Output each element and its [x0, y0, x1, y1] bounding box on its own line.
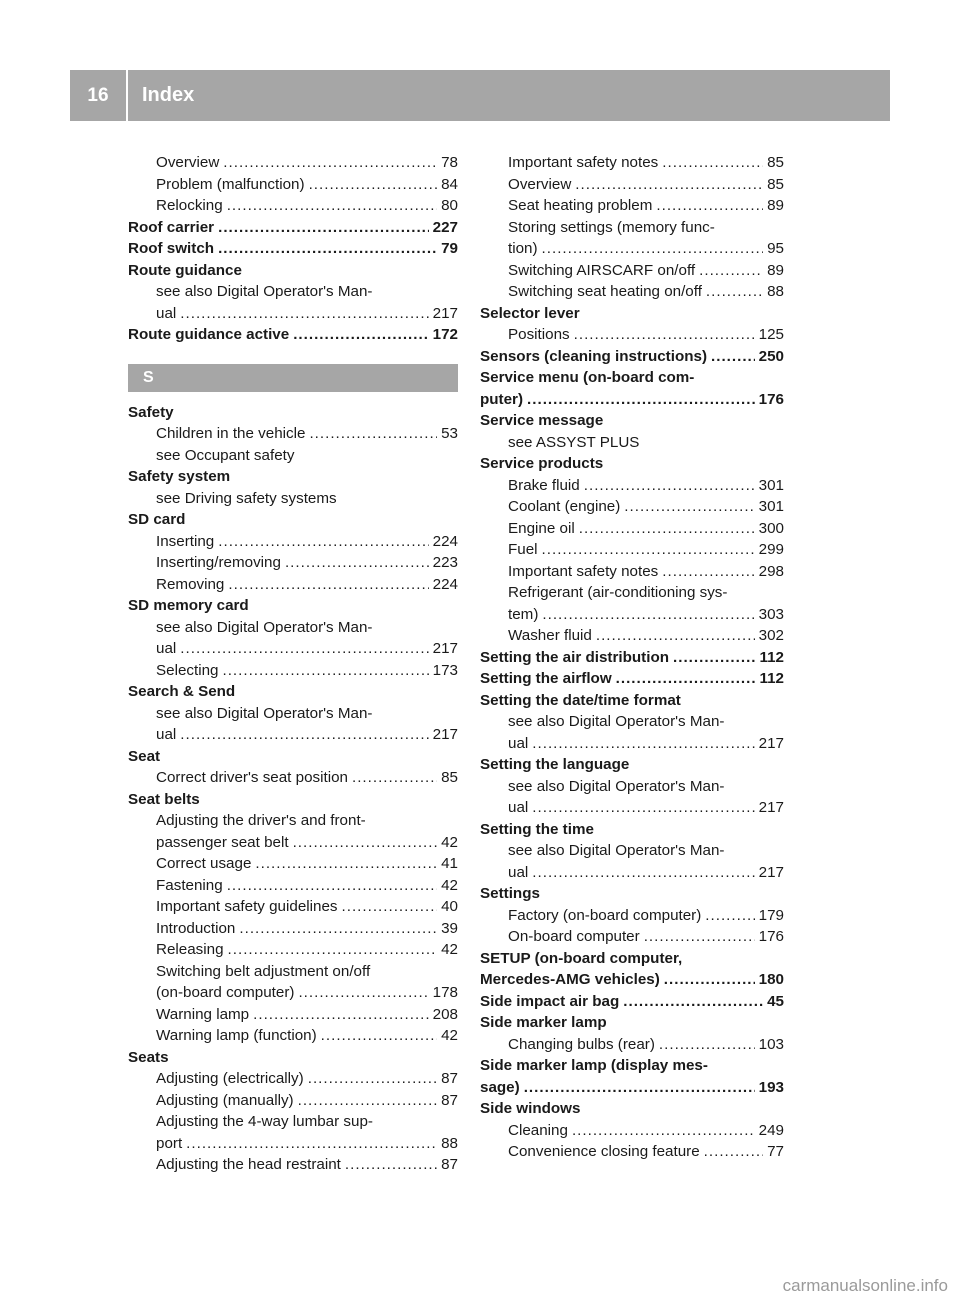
- entry-page-number[interactable]: 87: [441, 1156, 458, 1173]
- entry-page-number[interactable]: 87: [441, 1070, 458, 1087]
- index-column-right: [480, 152, 784, 1163]
- index-subentry: [128, 939, 458, 961]
- entry-label: Changing bulbs (rear): [508, 1035, 655, 1053]
- entry-label: ual: [156, 726, 177, 743]
- entry-page-number[interactable]: 303: [758, 605, 784, 623]
- entry-label: Sensors (cleaning instructions): [480, 347, 708, 365]
- dot-leader: [527, 389, 755, 411]
- entry-page-number[interactable]: 78: [441, 154, 458, 171]
- entry-label: Setting the airflow: [480, 670, 612, 687]
- dot-leader: [321, 1025, 437, 1047]
- entry-page-number[interactable]: 217: [432, 726, 458, 743]
- dot-leader: [542, 539, 755, 561]
- index-subentry: [128, 1090, 458, 1112]
- dot-leader: [673, 647, 755, 669]
- entry-page-number[interactable]: 208: [432, 1005, 458, 1023]
- entry-page-number[interactable]: 250: [758, 347, 784, 365]
- index-subentry: [480, 174, 784, 196]
- entry-page-number[interactable]: 89: [767, 261, 784, 279]
- index-subentry: [128, 724, 458, 746]
- dot-leader: [345, 1154, 437, 1176]
- index-subentry: see Driving safety systems: [156, 489, 337, 507]
- index-subentry: [480, 561, 784, 583]
- entry-label: Engine oil: [508, 519, 575, 537]
- entry-page-number[interactable]: 224: [432, 532, 458, 550]
- index-heading: Route guidance: [128, 261, 242, 279]
- index-subentry: Adjusting the 4-way lumbar sup-: [156, 1113, 373, 1130]
- index-subentry: [128, 1133, 458, 1155]
- dot-leader: [239, 918, 437, 940]
- dot-leader: [542, 238, 764, 260]
- entry-label: Important safety notes: [508, 562, 659, 580]
- dot-leader: [644, 926, 755, 948]
- entry-label: Roof carrier: [128, 218, 215, 236]
- dot-leader: [532, 733, 754, 755]
- index-subentry: Storing settings (memory func-: [508, 218, 715, 236]
- entry-page-number[interactable]: 301: [758, 498, 784, 515]
- index-subentry: Switching belt adjustment on/off: [156, 962, 371, 980]
- dot-leader: [705, 905, 754, 927]
- entry-page-number[interactable]: 176: [758, 928, 784, 945]
- index-heading: SD memory card: [128, 597, 249, 614]
- dot-leader: [342, 896, 438, 918]
- entry-label: puter): [480, 390, 524, 408]
- dot-leader: [706, 281, 763, 303]
- entry-page-number[interactable]: 299: [758, 541, 784, 558]
- entry-page-number[interactable]: 227: [432, 218, 458, 236]
- index-subentry: [128, 853, 458, 875]
- index-subentry: see ASSYST PLUS: [508, 433, 640, 451]
- index-subentry: [480, 195, 784, 217]
- entry-label: Roof switch: [128, 240, 215, 257]
- dot-leader: [285, 552, 429, 574]
- dot-leader: [298, 982, 428, 1004]
- dot-leader: [186, 1133, 437, 1155]
- index-heading: Seats: [128, 1048, 169, 1066]
- dot-leader: [223, 152, 437, 174]
- index-heading: [480, 346, 784, 368]
- entry-page-number[interactable]: 87: [441, 1091, 458, 1109]
- entry-label: Correct usage: [156, 855, 252, 872]
- entry-page-number[interactable]: 302: [758, 627, 784, 644]
- dot-leader: [308, 1068, 437, 1090]
- index-subentry: Refrigerant (air-conditioning sys-: [508, 584, 728, 601]
- entry-label: Warning lamp: [156, 1005, 250, 1023]
- dot-leader: [180, 303, 428, 325]
- index-heading: Setting the date/time format: [480, 691, 681, 709]
- entry-label: tion): [508, 240, 538, 257]
- dot-leader: [218, 531, 428, 553]
- entry-label: Switching AIRSCARF on/off: [508, 261, 696, 279]
- index-heading: Seat belts: [128, 790, 200, 808]
- dot-leader: [572, 1120, 755, 1142]
- dot-leader: [699, 260, 763, 282]
- entry-page-number[interactable]: 85: [441, 769, 458, 786]
- index-subentry: see Occupant safety: [156, 446, 295, 464]
- index-heading: SD card: [128, 511, 186, 528]
- entry-page-number[interactable]: 42: [441, 876, 458, 894]
- index-heading: [480, 1077, 784, 1099]
- entry-page-number[interactable]: 85: [767, 175, 784, 193]
- index-subentry: [128, 423, 458, 445]
- index-heading: Service products: [480, 455, 604, 472]
- index-subentry: [128, 1154, 458, 1176]
- index-subentry: [128, 660, 458, 682]
- entry-label: Warning lamp (function): [156, 1027, 317, 1044]
- index-subentry: [128, 832, 458, 854]
- index-subentry: [480, 496, 784, 518]
- entry-label: Mercedes-AMG vehicles): [480, 971, 660, 988]
- index-heading: Safety: [128, 403, 174, 421]
- entry-page-number[interactable]: 217: [432, 640, 458, 657]
- index-heading: [480, 668, 784, 690]
- index-subentry: [480, 1141, 784, 1163]
- index-subentry: Adjusting the driver's and front-: [156, 812, 366, 829]
- index-heading: Seat: [128, 747, 161, 765]
- dot-leader: [542, 604, 754, 626]
- entry-page-number[interactable]: 39: [441, 919, 458, 937]
- index-heading: Settings: [480, 885, 540, 902]
- entry-label: sage): [480, 1078, 520, 1096]
- dot-leader: [704, 1141, 763, 1163]
- entry-page-number[interactable]: 88: [441, 1134, 458, 1152]
- index-heading: Setting the time: [480, 820, 594, 838]
- dot-leader: [309, 174, 438, 196]
- dot-leader: [309, 423, 437, 445]
- index-subentry: [480, 324, 784, 346]
- index-heading: Selector lever: [480, 304, 580, 322]
- entry-page-number[interactable]: 112: [759, 648, 784, 666]
- dot-leader: [298, 1090, 438, 1112]
- entry-label: Problem (malfunction): [156, 175, 305, 193]
- entry-label: Fastening: [156, 876, 223, 894]
- dot-leader: [293, 324, 428, 346]
- index-subentry: [128, 896, 458, 918]
- entry-page-number[interactable]: 217: [758, 863, 784, 881]
- entry-page-number[interactable]: 249: [758, 1121, 784, 1139]
- entry-label: Brake fluid: [508, 476, 580, 494]
- entry-page-number[interactable]: 42: [441, 833, 458, 851]
- entry-label: Side impact air bag: [480, 992, 620, 1010]
- entry-page-number[interactable]: 180: [758, 971, 784, 988]
- index-subentry: see also Digital Operator's Man-: [156, 618, 373, 636]
- dot-leader: [584, 475, 755, 497]
- entry-page-number[interactable]: 298: [758, 562, 784, 580]
- dot-leader: [524, 1077, 755, 1099]
- entry-page-number[interactable]: 172: [432, 326, 458, 343]
- entry-label: Important safety notes: [508, 154, 659, 171]
- index-heading: Service message: [480, 412, 604, 429]
- entry-label: On-board computer: [508, 928, 640, 945]
- dot-leader: [253, 1004, 429, 1026]
- index-subentry: see also Digital Operator's Man-: [508, 713, 725, 730]
- entry-label: Factory (on-board computer): [508, 906, 702, 924]
- entry-page-number[interactable]: 89: [767, 197, 784, 214]
- dot-leader: [662, 561, 754, 583]
- index-subentry: [480, 539, 784, 561]
- index-subentry: [128, 1004, 458, 1026]
- entry-page-number[interactable]: 88: [767, 283, 784, 300]
- index-subentry: [128, 303, 458, 325]
- entry-page-number[interactable]: 45: [767, 992, 784, 1010]
- page-header: [70, 70, 890, 121]
- entry-page-number[interactable]: 79: [441, 240, 458, 257]
- entry-label: Adjusting the head restraint: [156, 1156, 341, 1173]
- index-subentry: [128, 152, 458, 174]
- dot-leader: [659, 1034, 755, 1056]
- dot-leader: [228, 574, 428, 596]
- index-subentry: [480, 733, 784, 755]
- dot-leader: [228, 939, 438, 961]
- dot-leader: [180, 638, 428, 660]
- entry-page-number[interactable]: 217: [758, 734, 784, 752]
- entry-label: Relocking: [156, 197, 223, 214]
- index-subentry: [480, 260, 784, 282]
- entry-label: Adjusting (electrically): [156, 1070, 304, 1087]
- entry-page-number[interactable]: 193: [758, 1078, 784, 1096]
- entry-label: Introduction: [156, 919, 236, 937]
- entry-label: passenger seat belt: [156, 833, 289, 851]
- dot-leader: [180, 724, 428, 746]
- index-heading: [128, 238, 458, 260]
- index-subentry: see also Digital Operator's Man-: [156, 283, 373, 300]
- dot-leader: [218, 217, 429, 239]
- entry-page-number[interactable]: 77: [767, 1143, 784, 1160]
- page-title: Index: [142, 84, 195, 106]
- entry-label: Coolant (engine): [508, 498, 621, 515]
- index-subentry: [128, 174, 458, 196]
- index-subentry: [128, 195, 458, 217]
- entry-label: Removing: [156, 575, 225, 593]
- entry-label: Seat heating problem: [508, 197, 653, 214]
- index-subentry: [480, 926, 784, 948]
- dot-leader: [352, 767, 437, 789]
- index-subentry: see also Digital Operator's Man-: [508, 842, 725, 859]
- index-subentry: [480, 905, 784, 927]
- index-column-left: [128, 152, 458, 1176]
- index-subentry: [128, 875, 458, 897]
- entry-label: Overview: [156, 154, 220, 171]
- dot-leader: [624, 496, 754, 518]
- dot-leader: [656, 195, 763, 217]
- entry-page-number[interactable]: 173: [432, 661, 458, 679]
- index-subentry: [480, 238, 784, 260]
- index-heading: Side windows: [480, 1100, 581, 1117]
- entry-label: Convenience closing feature: [508, 1143, 700, 1160]
- entry-page-number[interactable]: 176: [758, 390, 784, 408]
- dot-leader: [532, 862, 754, 884]
- entry-label: Adjusting (manually): [156, 1091, 294, 1109]
- index-subentry: [128, 531, 458, 553]
- index-heading: [480, 969, 784, 991]
- entry-label: Fuel: [508, 541, 538, 558]
- entry-page-number[interactable]: 223: [432, 554, 458, 571]
- index-subentry: [480, 475, 784, 497]
- index-heading: [480, 647, 784, 669]
- index-subentry: [128, 1068, 458, 1090]
- entry-page-number[interactable]: 95: [767, 240, 784, 257]
- index-heading: [128, 217, 458, 239]
- index-subentry: [480, 625, 784, 647]
- index-heading: Side marker lamp: [480, 1014, 607, 1031]
- dot-leader: [222, 660, 428, 682]
- entry-page-number[interactable]: 301: [758, 476, 784, 494]
- dot-leader: [574, 324, 755, 346]
- entry-label: Overview: [508, 175, 572, 193]
- entry-label: Switching seat heating on/off: [508, 283, 702, 300]
- entry-label: (on-board computer): [156, 984, 295, 1001]
- entry-page-number[interactable]: 125: [758, 326, 784, 343]
- index-subentry: [128, 767, 458, 789]
- index-subentry: [128, 552, 458, 574]
- entry-page-number[interactable]: 217: [432, 304, 458, 322]
- index-heading: [480, 389, 784, 411]
- dot-leader: [532, 797, 754, 819]
- index-subentry: [128, 1025, 458, 1047]
- index-subentry: [128, 982, 458, 1004]
- dot-leader: [664, 969, 755, 991]
- index-heading: Side marker lamp (display mes-: [480, 1057, 708, 1074]
- header-divider: [126, 70, 128, 121]
- index-subentry: [480, 1034, 784, 1056]
- index-heading: Service menu (on-board com-: [480, 369, 695, 386]
- index-subentry: [128, 638, 458, 660]
- entry-page-number[interactable]: 300: [758, 519, 784, 537]
- entry-label: ual: [156, 304, 177, 322]
- entry-label: port: [156, 1134, 183, 1152]
- dot-leader: [623, 991, 763, 1013]
- entry-label: ual: [156, 640, 177, 657]
- entry-label: Selecting: [156, 661, 219, 679]
- entry-label: Washer fluid: [508, 627, 592, 644]
- index-subentry: [480, 797, 784, 819]
- index-heading: [480, 991, 784, 1013]
- index-subentry: [480, 604, 784, 626]
- index-subentry: [480, 281, 784, 303]
- dot-leader: [218, 238, 437, 260]
- entry-page-number[interactable]: 41: [441, 855, 458, 872]
- watermark: carmanualsonline.info: [782, 1276, 948, 1295]
- entry-label: Route guidance active: [128, 326, 290, 343]
- index-heading: SETUP (on-board computer,: [480, 949, 683, 967]
- entry-page-number[interactable]: 84: [441, 175, 458, 193]
- dot-leader: [575, 174, 763, 196]
- entry-label: tem): [508, 605, 539, 623]
- page-number: 16: [87, 84, 109, 106]
- dot-leader: [255, 853, 437, 875]
- index-subentry: [128, 574, 458, 596]
- entry-label: ual: [508, 734, 529, 752]
- entry-label: Setting the air distribution: [480, 648, 669, 666]
- entry-page-number[interactable]: 112: [759, 670, 784, 687]
- index-heading: Setting the language: [480, 756, 630, 773]
- entry-label: Children in the vehicle: [156, 425, 306, 442]
- entry-label: Inserting/removing: [156, 554, 281, 571]
- entry-label: Cleaning: [508, 1121, 568, 1139]
- dot-leader: [579, 518, 755, 540]
- index-subentry: [480, 862, 784, 884]
- entry-label: Positions: [508, 326, 570, 343]
- dot-leader: [616, 668, 756, 690]
- entry-label: Important safety guidelines: [156, 898, 338, 915]
- index-heading: Search & Send: [128, 683, 236, 700]
- dot-leader: [227, 195, 437, 217]
- index-subentry: see also Digital Operator's Man-: [156, 704, 373, 722]
- entry-page-number[interactable]: 53: [441, 425, 458, 442]
- dot-leader: [662, 152, 763, 174]
- index-heading: Safety system: [128, 468, 231, 485]
- entry-page-number[interactable]: 85: [767, 154, 784, 171]
- entry-label: Correct driver's seat position: [156, 769, 348, 786]
- dot-leader: [293, 832, 438, 854]
- index-subentry: see also Digital Operator's Man-: [508, 777, 725, 795]
- entry-label: ual: [508, 863, 529, 881]
- dot-leader: [596, 625, 755, 647]
- entry-page-number[interactable]: 80: [441, 197, 458, 214]
- dot-leader: [227, 875, 437, 897]
- index-subentry: [480, 1120, 784, 1142]
- index-heading: [128, 324, 458, 346]
- dot-leader: [711, 346, 755, 368]
- entry-label: Inserting: [156, 532, 215, 550]
- entry-page-number[interactable]: 40: [441, 898, 458, 915]
- entry-page-number[interactable]: 217: [758, 799, 784, 816]
- entry-page-number[interactable]: 103: [758, 1035, 784, 1053]
- entry-page-number[interactable]: 224: [432, 575, 458, 593]
- index-subentry: [480, 518, 784, 540]
- entry-label: ual: [508, 799, 529, 816]
- section-header: S: [128, 364, 458, 392]
- entry-page-number[interactable]: 179: [758, 906, 784, 924]
- entry-page-number[interactable]: 42: [441, 941, 458, 958]
- index-subentry: [128, 918, 458, 940]
- entry-page-number[interactable]: 42: [441, 1027, 458, 1044]
- entry-label: Releasing: [156, 941, 224, 958]
- entry-page-number[interactable]: 178: [432, 984, 458, 1001]
- index-subentry: [480, 152, 784, 174]
